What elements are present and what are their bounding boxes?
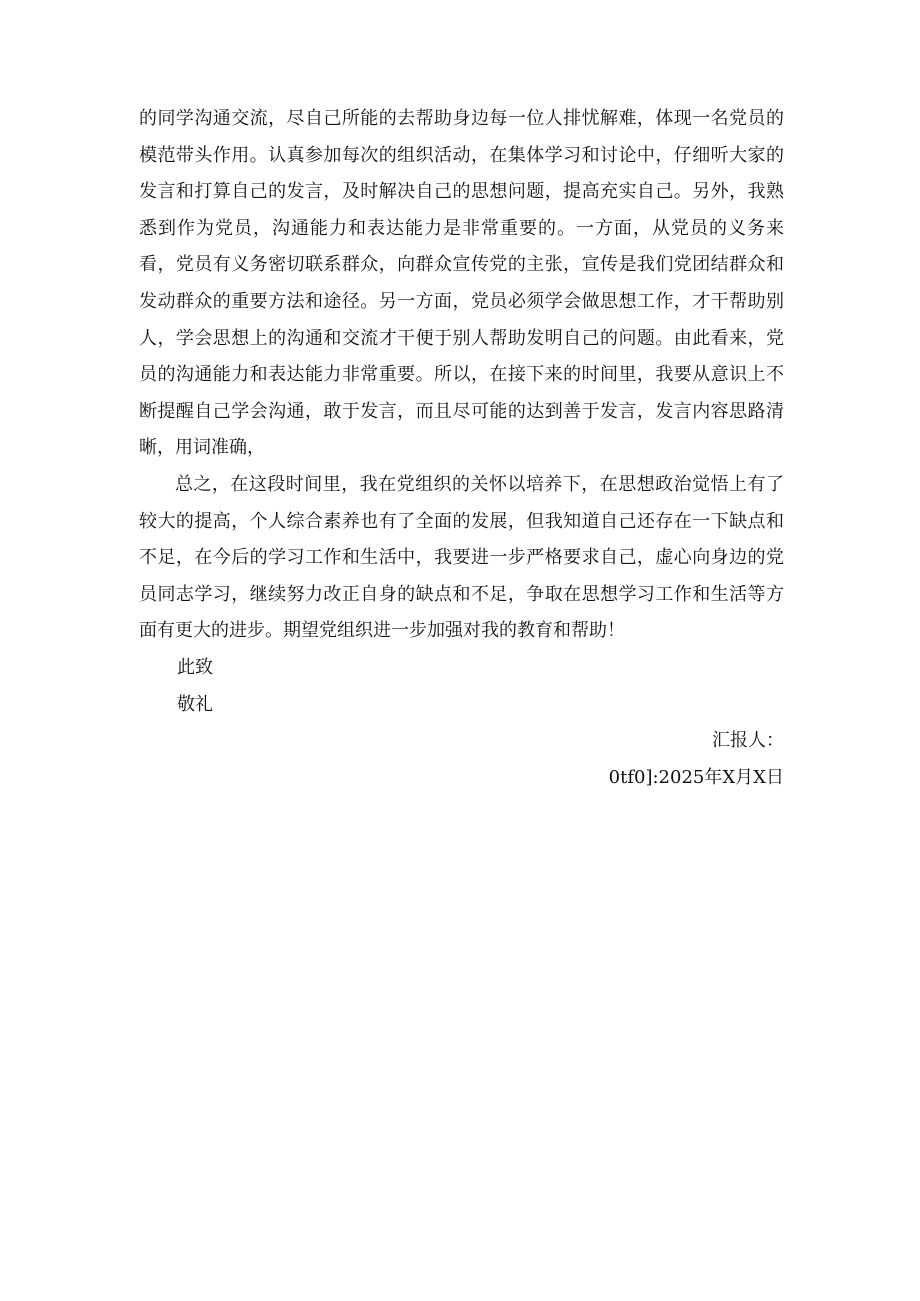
reporter-label: 汇报人： bbox=[712, 730, 784, 752]
document-body bbox=[139, 101, 784, 796]
body-paragraph-summary: 总之，在这段时间里，我在党组织的关怀以培养下，在思想政治觉悟上有了较大的提高，个人综合素养也有了全面的发展，但我知道自己还存在一下缺点和不足，在今后的学习工作和生活中，我要进一步严格要求自己，虚心向身边的党员同志学习，继续努力改正自身的缺点和不足，争取在思想学习工作和生活等方面有更大的进步。期望党组织进一步加强对我的教育和帮助！ bbox=[139, 473, 784, 642]
closing-line-2: 敬礼 bbox=[177, 693, 213, 715]
report-date: 0tf0]:2025年X月X日 bbox=[608, 766, 784, 788]
body-paragraph-continued: 的同学沟通交流，尽自己所能的去帮助身边每一位人排忧解难，体现一名党员的模范带头作用。认真参加每次的组织活动，在集体学习和讨论中，仔细听大家的发言和打算自己的发言，及时解决自己的思想问题，提高充实自己。另外，我熟悉到作为党员，沟通能力和表达能力是非常重要的。一方面，从党员的义务来看，党员有义务密切联系群众，向群众宣传党的主张，宣传是我们党团结群众和发动群众的重要方法和途径。另一方面，党员必须学会做思想工作，才干帮助别人，学会思想上的沟通和交流才干便于别人帮助发明自己的问题。由此看来，党员的沟通能力和表达能力非常重要。所以，在接下来的时间里，我要从意识上不断提醒自己学会沟通，敢于发言，而且尽可能的达到善于发言，发言内容思路清晰，用词准确， bbox=[139, 108, 784, 459]
closing-line-1: 此致 bbox=[177, 656, 213, 678]
